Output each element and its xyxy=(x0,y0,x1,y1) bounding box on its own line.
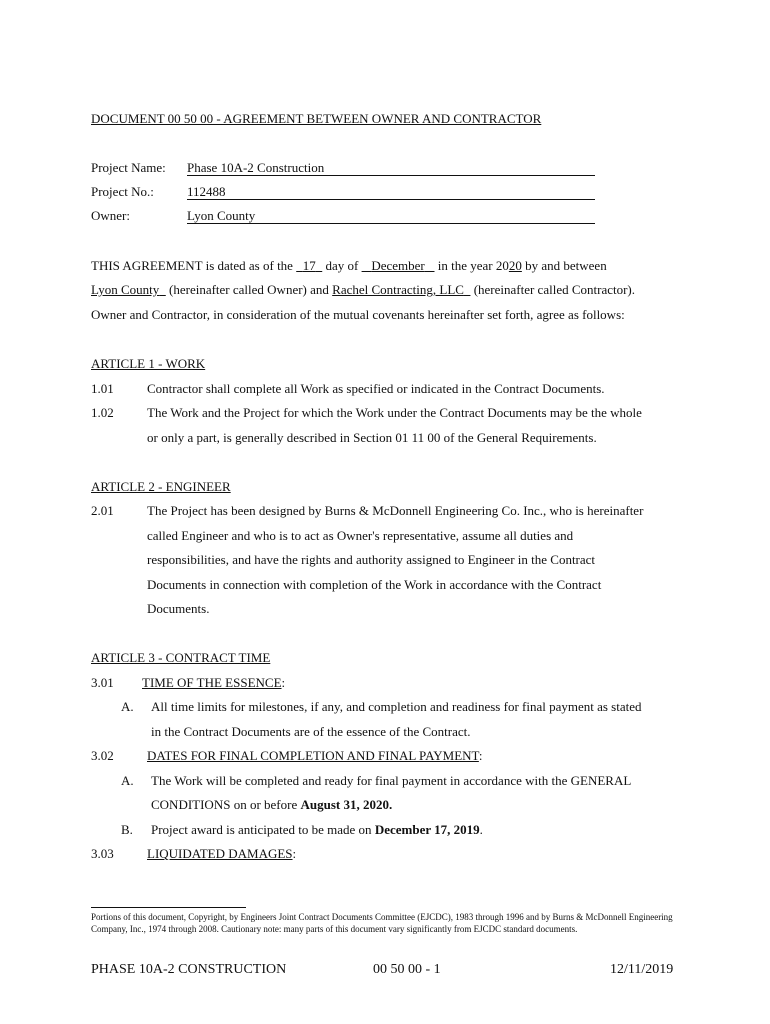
item-text: The Work will be completed and ready for final payment in accordance with the GENERAL xyxy=(151,773,632,788)
agreement-contractor xyxy=(332,282,470,297)
item-label: A. xyxy=(121,773,134,788)
item-text-part: CONDITIONS on or before xyxy=(151,797,301,812)
section-text: Contractor shall complete all Work as specified or indicated in the Contract Documents. xyxy=(147,381,605,396)
agreement-text: in the year 20 xyxy=(434,258,509,273)
footer-date: 12/11/2019 xyxy=(610,962,674,977)
article-2-heading: ARTICLE 2 - ENGINEER xyxy=(91,479,231,494)
section-number: 3.03 xyxy=(91,846,114,861)
item-text: All time limits for milestones, if any, and completion and readiness for final payment as stated xyxy=(151,699,642,714)
section-text: responsibilities, and have the rights and authority assigned to Engineer in the Contract xyxy=(147,552,596,567)
section-heading xyxy=(142,675,285,691)
project-no-label: Project No.: xyxy=(91,184,154,199)
agreement-day-value: 17 xyxy=(302,258,316,273)
section-text: Documents in connection with completion of the Work in accordance with the Contract xyxy=(147,577,602,592)
section-heading xyxy=(147,748,482,764)
agreement-text: (hereinafter called Owner) and xyxy=(165,282,333,297)
section-text: The Work and the Project for which the Work under the Contract Documents may be the whole xyxy=(147,405,642,420)
agreement-owner-value: Lyon County xyxy=(91,282,160,297)
item-text-part: . xyxy=(479,822,483,837)
agreement-text: (hereinafter called Contractor). xyxy=(470,282,636,297)
project-name-label: Project Name: xyxy=(91,160,166,175)
owner-label: Owner: xyxy=(91,208,130,223)
agreement-day xyxy=(296,258,322,273)
section-heading-text: LIQUIDATED DAMAGES xyxy=(147,846,293,861)
agreement-text: THIS AGREEMENT is dated as of the xyxy=(91,258,297,273)
footer-page-number: 00 50 00 - 1 xyxy=(373,962,441,977)
agreement-year: 20 xyxy=(508,258,522,273)
section-heading xyxy=(147,846,296,862)
footnote: Portions of this document, Copyright, by Engineers Joint Contract Documents Committee (EJCDC), 1983 through 1996 and by Burns & McDonnell Engineering Company, Inc., 1974 through 2008. Cautionary note: many parts of this document vary significantly from EJCDC standard documents. xyxy=(91,912,673,934)
section-heading-text: DATES FOR FINAL COMPLETION AND FINAL PAYMENT xyxy=(147,748,479,763)
colon: : xyxy=(281,675,286,690)
item-label: B. xyxy=(121,822,133,837)
section-number: 3.02 xyxy=(91,748,114,763)
agreement-month xyxy=(362,258,435,273)
project-no-field xyxy=(187,184,595,200)
document-title: DOCUMENT 00 50 00 - AGREEMENT BETWEEN OWNER AND CONTRACTOR xyxy=(91,111,542,126)
agreement-line-1 xyxy=(91,258,607,274)
section-number: 1.02 xyxy=(91,405,114,420)
footer-left: PHASE 10A-2 CONSTRUCTION xyxy=(91,962,287,977)
agreement-owner xyxy=(91,282,166,297)
agreement-contractor-value: Rachel Contracting, LLC xyxy=(332,282,464,297)
item-text xyxy=(151,797,392,813)
colon: : xyxy=(478,748,483,763)
section-heading-text: TIME OF THE ESSENCE xyxy=(142,675,282,690)
agreement-line-3: Owner and Contractor, in consideration of the mutual covenants hereinafter set forth, agree as follows: xyxy=(91,307,625,322)
footnote-rule xyxy=(91,907,246,908)
agreement-month-value: December xyxy=(371,258,425,273)
owner-field xyxy=(187,208,595,224)
article-3-heading: ARTICLE 3 - CONTRACT TIME xyxy=(91,650,271,665)
section-number: 2.01 xyxy=(91,503,114,518)
section-text: The Project has been designed by Burns & McDonnell Engineering Co. Inc., who is hereinafter xyxy=(147,503,644,518)
project-no-value: 112488 xyxy=(187,184,226,199)
section-text: or only a part, is generally described in Section 01 11 00 of the General Requirements. xyxy=(147,430,597,445)
item-text: in the Contract Documents are of the essence of the Contract. xyxy=(151,724,471,739)
item-text xyxy=(151,822,483,838)
item-label: A. xyxy=(121,699,134,714)
completion-date: August 31, 2020. xyxy=(300,797,393,812)
colon: : xyxy=(292,846,297,861)
project-name-field xyxy=(187,160,595,176)
agreement-text: day of xyxy=(322,258,362,273)
section-text: Documents. xyxy=(147,601,210,616)
item-text-part: Project award is anticipated to be made on xyxy=(151,822,375,837)
agreement-text: by and between xyxy=(521,258,607,273)
section-number: 1.01 xyxy=(91,381,114,396)
project-name-value: Phase 10A-2 Construction xyxy=(187,160,325,175)
section-number: 3.01 xyxy=(91,675,114,690)
owner-value: Lyon County xyxy=(187,208,256,223)
agreement-line-2 xyxy=(91,282,635,298)
article-1-heading: ARTICLE 1 - WORK xyxy=(91,356,206,371)
award-date: December 17, 2019 xyxy=(374,822,480,837)
section-text: called Engineer and who is to act as Owner's representative, assume all duties and xyxy=(147,528,574,543)
